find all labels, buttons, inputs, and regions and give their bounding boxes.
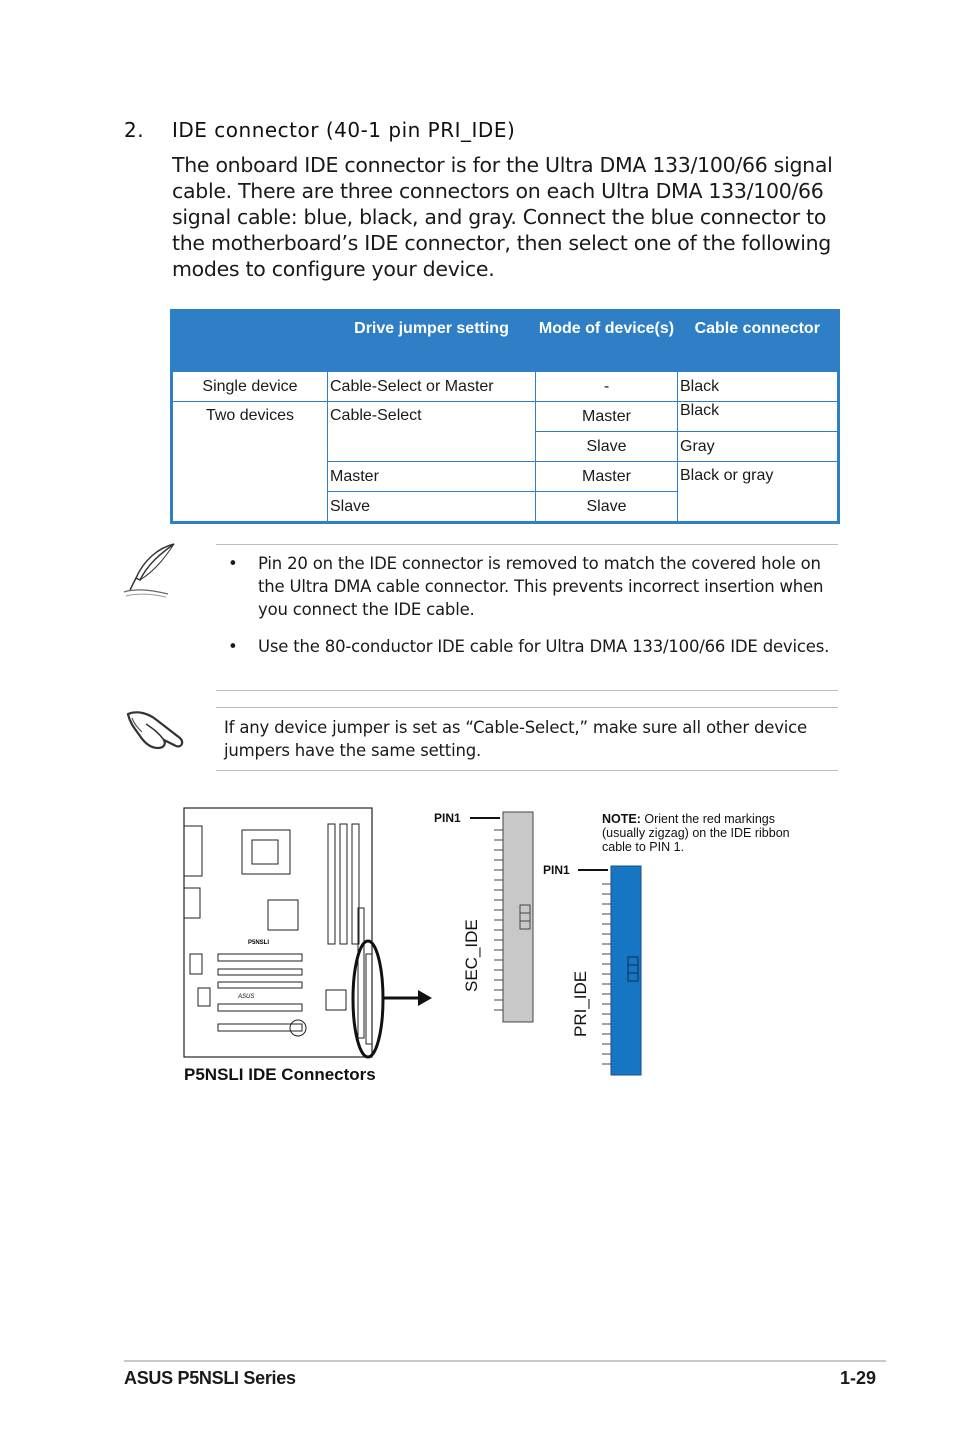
table-header-row (172, 311, 839, 372)
table-cell: Single device (172, 372, 328, 402)
note-bullets (224, 552, 834, 658)
footer-page-number: 1-29 (840, 1368, 877, 1388)
table-cell: Slave (536, 492, 678, 523)
table-cell: Slave (328, 492, 536, 523)
table-cell: Master (536, 462, 678, 492)
footer-series-name: ASUS P5NSLI Series (124, 1368, 296, 1388)
bullet-text: Use the 80-conductor IDE cable for Ultra DMA 133/100/66 IDE devices. (258, 637, 830, 656)
section-heading (124, 118, 515, 142)
table-row (172, 402, 839, 432)
table-cell: Cable-Select or Master (328, 372, 536, 402)
orientation-note-text: Orient the red markings (usually zigzag) on the IDE ribbon cable to PIN 1. (602, 812, 790, 854)
table-header-cell: Drive jumper setting (328, 311, 536, 372)
arrow-right-icon (418, 990, 432, 1006)
feather-pen-icon (122, 540, 180, 598)
section-title: IDE connector (40-1 pin PRI_IDE) (172, 118, 516, 142)
note-bottom-rule (216, 690, 838, 691)
pri-ide-connector (596, 862, 644, 1078)
table-cell: Master (536, 402, 678, 432)
bullet-marker: • (228, 554, 238, 573)
table-header-cell (172, 311, 328, 372)
table-cell: Gray (678, 432, 839, 462)
section-number: 2. (124, 118, 145, 142)
table-cell: Slave (536, 432, 678, 462)
table-header-cell: Cable connector (678, 311, 839, 372)
sec-ide-connector (488, 810, 536, 1026)
table-cell: Two devices (172, 402, 328, 523)
table-cell: - (536, 372, 678, 402)
bullet-marker: • (228, 637, 238, 656)
table-cell: Black (678, 402, 839, 432)
sec-ide-body (503, 812, 533, 1022)
note-bullet (224, 635, 834, 658)
sec-ide-label: SEC_IDE (462, 919, 481, 992)
pri-pin1-label: PIN1 (543, 863, 570, 877)
pri-ide-body (611, 866, 641, 1075)
table-cell: Black (678, 372, 839, 402)
board-logo: ASUS (238, 994, 255, 1000)
motherboard-layout-diagram (180, 804, 440, 1064)
pri-ide-pins (602, 884, 611, 1064)
table-row (172, 372, 839, 402)
board-model-label: P5NSLI (248, 940, 270, 946)
orientation-note-label: NOTE: (602, 812, 641, 826)
pointing-hand-icon (124, 704, 186, 752)
caution-text: If any device jumper is set as “Cable-Select,” make sure all other device jumpers have the same setting. (224, 718, 807, 760)
pri-ide-label: PRI_IDE (571, 970, 590, 1037)
intro-paragraph: The onboard IDE connector is for the Ultra DMA 133/100/66 signal cable. There are three connectors on each Ultra DMA 133/100/66 signal cable: blue, black, and gray. Connect the blue connector to the motherboard’s IDE connector, then select one of the following modes to configure your device. (172, 153, 833, 281)
table-header-cell: Mode of device(s) (536, 311, 678, 372)
table-cell: Black or gray (678, 462, 839, 523)
sec-pin1-label: PIN1 (434, 811, 461, 825)
orientation-note (602, 812, 812, 854)
footer-rule (124, 1360, 886, 1362)
table-cell: Cable-Select (328, 402, 536, 462)
note-top-rule (216, 544, 838, 545)
bullet-text: Pin 20 on the IDE connector is removed to match the covered hole on the Ultra DMA cable connector. This prevents incorrect insertion when you connect the IDE cable. (258, 554, 824, 619)
ide-mode-table (170, 309, 840, 524)
diagram-caption: P5NSLI IDE Connectors (184, 1065, 376, 1084)
caution-bottom-rule (216, 770, 838, 771)
sec-ide-pins (494, 830, 503, 1010)
table-cell: Master (328, 462, 536, 492)
note-bullet (224, 552, 834, 621)
caution-top-rule (216, 707, 838, 708)
